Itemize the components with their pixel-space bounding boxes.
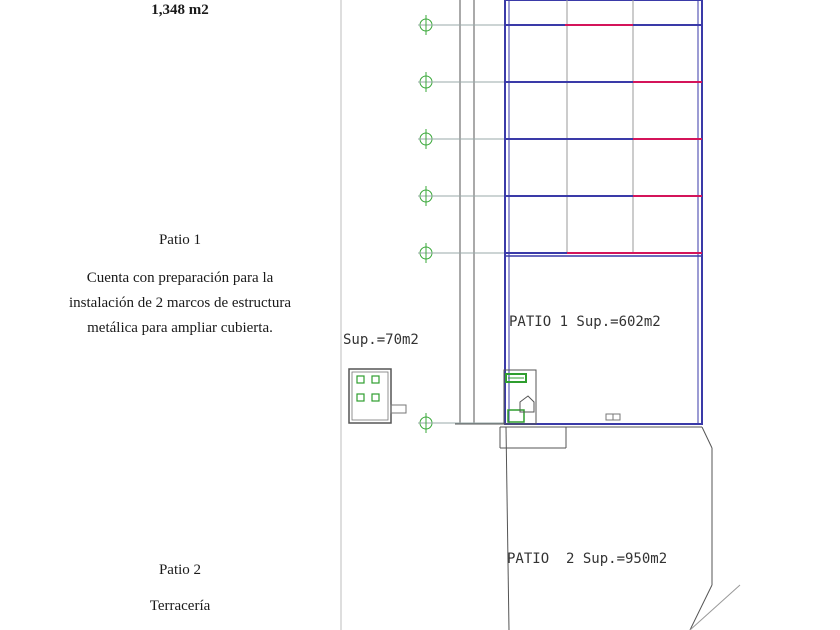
patio2-boundary — [500, 427, 740, 630]
total-area-label: 1,348 m2 — [151, 2, 209, 18]
patio2-title: Patio 2 — [158, 562, 202, 578]
axis-marker-4 — [418, 186, 505, 206]
small-room-area-label: Sup.=70m2 — [343, 332, 419, 348]
building-outline — [505, 0, 702, 424]
axis-marker-2 — [418, 72, 505, 92]
patio2-description: Terracería — [149, 598, 211, 614]
axis-marker-6 — [418, 413, 505, 433]
axis-markers — [418, 15, 505, 433]
patio1-description: Cuenta con preparación para la instalación de 2 marcos de estructura metálica para ampliar cubierta. — [69, 270, 291, 336]
small-room — [349, 369, 406, 423]
patio2-area-label: PATIO 2 Sup.=950m2 — [507, 551, 668, 567]
roof-beams — [505, 25, 702, 256]
dimension-lines — [455, 0, 505, 424]
patio1-title: Patio 1 — [158, 232, 202, 248]
sanitary-block — [504, 370, 620, 424]
axis-marker-1 — [418, 15, 505, 35]
axis-marker-5 — [418, 243, 505, 263]
patio1-area-label: PATIO 1 Sup.=602m2 — [509, 314, 661, 330]
axis-marker-3 — [418, 129, 505, 149]
